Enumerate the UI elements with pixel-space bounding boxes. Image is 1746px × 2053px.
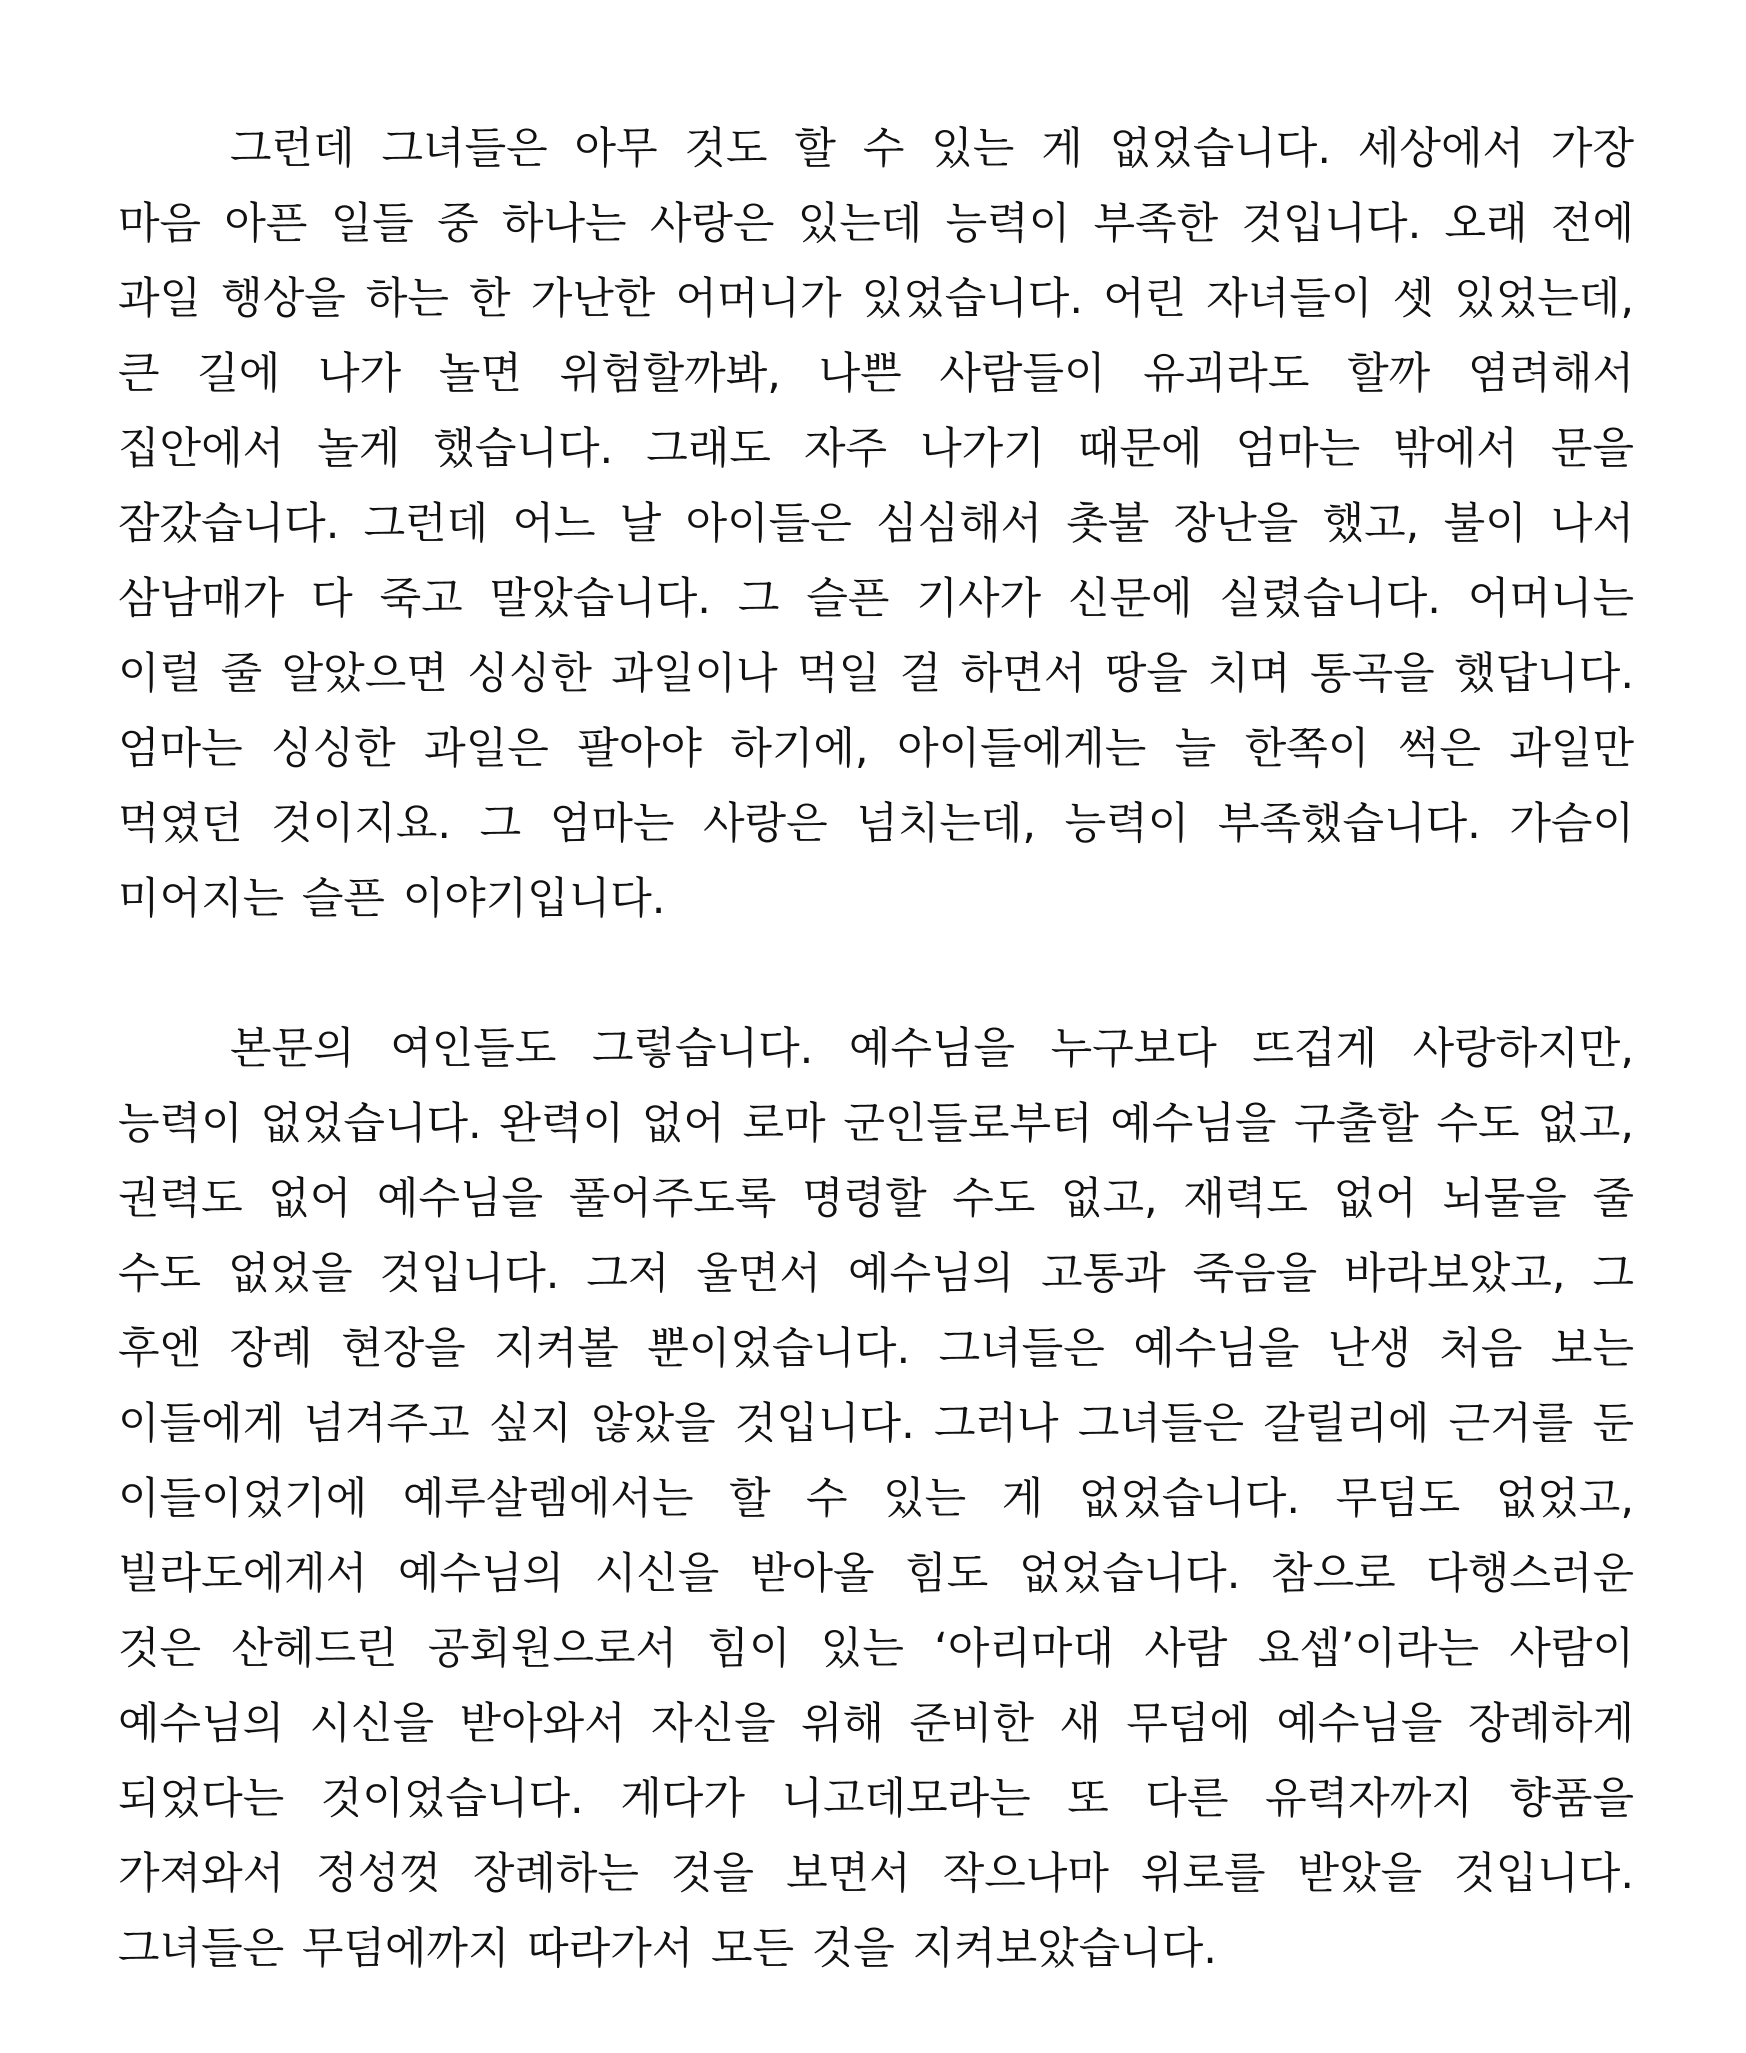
document-page	[118, 112, 1634, 1987]
paragraph-2: 본문의 여인들도 그렇습니다. 예수님을 누구보다 뜨겁게 사랑하지만, 능력이 없었습니다. 완력이 없어 로마 군인들로부터 예수님을 구출할 수도 없고, 권력도 없어 예수님을 풀어주도록 명령할 수도 없고, 재력도 없어 뇌물을 줄 수도 없었을 것입니다. 그저 울면서 예수님의 고통과 죽음을 바라보았고, 그 후엔 장례 현장을 지켜볼 뿐이었습니다. 그녀들은 예수님을 난생 처음 보는 이들에게 넘겨주고 싶지 않았을 것입니다. 그러나 그녀들은 갈릴리에 근거를 둔 이들이었기에 예루살렘에서는 할 수 있는 게 없었습니다. 무덤도 없었고, 빌라도에게서 예수님의 시신을 받아올 힘도 없었습니다. 참으로 다행스러운 것은 산헤드린 공회원으로서 힘이 있는 ‘아리마대 사람 요셉’이라는 사람이 예수님의 시신을 받아와서 자신을 위해 준비한 새 무덤에 예수님을 장례하게 되었다는 것이었습니다. 게다가 니고데모라는 또 다른 유력자까지 향품을 가져와서 정성껏 장례하는 것을 보면서 작으나마 위로를 받았을 것입니다. 그녀들은 무덤에까지 따라가서 모든 것을 지켜보았습니다.	[118, 1024, 1634, 1974]
paragraph-1: 그런데 그녀들은 아무 것도 할 수 있는 게 없었습니다. 세상에서 가장 마음 아픈 일들 중 하나는 사랑은 있는데 능력이 부족한 것입니다. 오래 전에 과일 행상을 하는 한 가난한 어머니가 있었습니다. 어린 자녀들이 셋 있었는데, 큰 길에 나가 놀면 위험할까봐, 나쁜 사람들이 유괴라도 할까 염려해서 집안에서 놀게 했습니다. 그래도 자주 나가기 때문에 엄마는 밖에서 문을 잠갔습니다. 그런데 어느 날 아이들은 심심해서 촛불 장난을 했고, 불이 나서 삼남매가 다 죽고 말았습니다. 그 슬픈 기사가 신문에 실렸습니다. 어머니는 이럴 줄 알았으면 싱싱한 과일이나 먹일 걸 하면서 땅을 치며 통곡을 했답니다. 엄마는 싱싱한 과일은 팔아야 하기에, 아이들에게는 늘 한쪽이 썩은 과일만 먹였던 것이지요. 그 엄마는 사랑은 넘치는데, 능력이 부족했습니다. 가슴이 미어지는 슬픈 이야기입니다.	[118, 124, 1634, 924]
